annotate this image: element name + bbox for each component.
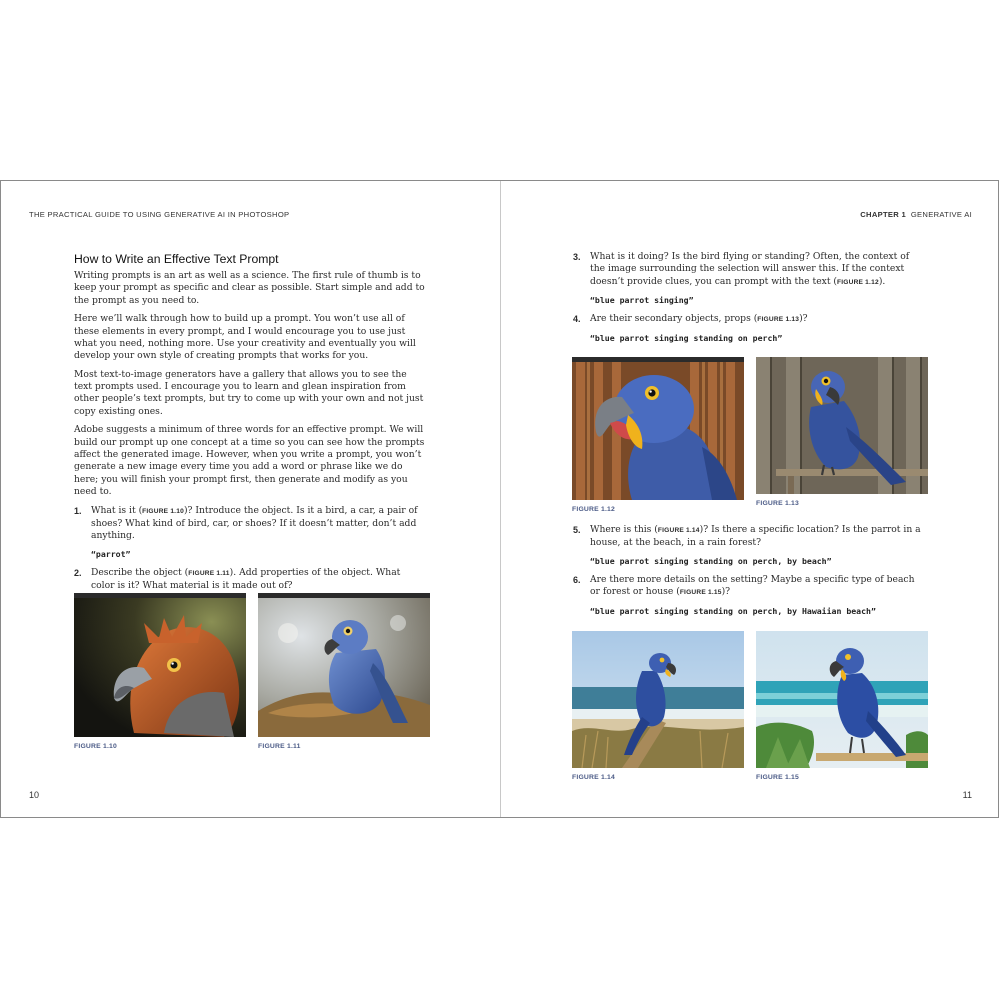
left-body bbox=[74, 270, 426, 617]
paragraph: Writing prompts is an art as well as a science. The first rule of thumb is to keep your prompt as specific and clear as possible. Start simple and add to the prompt as you need to. bbox=[74, 270, 425, 306]
list-item: 3. What is it doing? Is the bird flying or standing? Often, the context of the image surrounding the selection will answer this. If the context doesn’t provide clues, you can prompt with the text (FIGURE 1.12). bbox=[573, 251, 910, 287]
figure-caption: FIGURE 1.11 bbox=[258, 743, 301, 750]
figure-image bbox=[572, 357, 744, 500]
running-head-left: THE PRACTICAL GUIDE TO USING GENERATIVE AI IN PHOTOSHOP bbox=[29, 210, 290, 219]
list-number: 1. bbox=[74, 505, 82, 516]
paragraph: Most text-to-image generators have a gallery that allows you to see the text prompts used. I encourage you to learn and glean inspiration from other people’s text prompts, but try to come up with your own and not just copy existing ones. bbox=[74, 368, 424, 417]
list-item: 6. Are there more details on the setting? Maybe a specific type of beach or forest or house (FIGURE 1.15)? bbox=[573, 574, 915, 598]
right-page bbox=[501, 181, 1000, 817]
list-item: 2. Describe the object (FIGURE 1.11). Add properties of the object. What color is it? What material is it made out of? bbox=[74, 566, 401, 592]
figure-reference: FIGURE 1.13 bbox=[757, 316, 800, 324]
figure-caption: FIGURE 1.15 bbox=[756, 774, 799, 781]
figure-image bbox=[572, 631, 744, 768]
list-item: 5. Where is this (FIGURE 1.14)? Is there a specific location? Is the parrot in a house, at the beach, in a rain forest? bbox=[573, 524, 921, 549]
right-body-bottom bbox=[573, 524, 927, 624]
figure-caption: FIGURE 1.12 bbox=[572, 506, 615, 513]
prompt-code: “blue parrot singing” bbox=[590, 295, 694, 306]
running-head-right bbox=[860, 210, 972, 219]
book-spread bbox=[0, 180, 999, 818]
prompt-code: “parrot” bbox=[91, 549, 131, 560]
prompt-code: “blue parrot singing standing on perch, by Hawaiian beach” bbox=[590, 606, 876, 617]
section-heading: How to Write an Effective Text Prompt bbox=[74, 252, 279, 266]
chapter-label: CHAPTER 1 bbox=[860, 210, 907, 219]
page-number: 10 bbox=[29, 790, 40, 800]
prompt-code: “blue parrot singing standing on perch” bbox=[590, 333, 783, 344]
figure-reference: FIGURE 1.14 bbox=[657, 527, 700, 534]
figure-image bbox=[756, 357, 928, 494]
list-number: 2. bbox=[74, 567, 82, 578]
list-number: 6. bbox=[573, 575, 581, 586]
figure-reference: FIGURE 1.12 bbox=[837, 278, 879, 286]
paragraph: Adobe suggests a minimum of three words for an effective prompt. We will build our prompt up one concept at a time so you can see how the prompts affect the generated image. However, when you write a prompt, you won’t generate a new image every time you add a word or phrase like we do here; you will finish your prompt first, then generate and modify as you need to. bbox=[74, 424, 425, 497]
right-body-top bbox=[573, 251, 927, 351]
figure-reference: FIGURE 1.15 bbox=[679, 589, 722, 597]
figure-caption: FIGURE 1.13 bbox=[756, 500, 799, 507]
list-item: 1. What is it (FIGURE 1.10)? Introduce the object. Is it a bird, a car, a pair of shoes? What kind of bird, car, or shoes? If it doesn’t matter, don’t add anything. bbox=[74, 504, 418, 542]
figure-image bbox=[756, 631, 928, 768]
list-item: 4. Are their secondary objects, props (FIGURE 1.13)? bbox=[573, 313, 808, 325]
list-number: 5. bbox=[573, 525, 581, 535]
figure-image bbox=[258, 593, 430, 737]
list-number: 4. bbox=[573, 314, 581, 325]
chapter-title: GENERATIVE AI bbox=[910, 210, 972, 219]
figure-reference: FIGURE 1.11 bbox=[188, 569, 230, 577]
figure-caption: FIGURE 1.10 bbox=[74, 743, 117, 750]
paragraph: Here we’ll walk through how to build up a prompt. You won’t use all of these elements in every prompt, and I would encourage you to use just what you need, nothing more. Use your creativity and eventually you will develop your own style of creating prompts that works for you. bbox=[74, 313, 416, 362]
left-page bbox=[1, 181, 500, 817]
page-number: 11 bbox=[962, 790, 972, 800]
prompt-code: “blue parrot singing standing on perch, by beach” bbox=[590, 556, 832, 567]
list-number: 3. bbox=[573, 252, 581, 262]
figure-reference: FIGURE 1.10 bbox=[142, 507, 184, 515]
figure-caption: FIGURE 1.14 bbox=[572, 774, 615, 781]
figure-image bbox=[74, 593, 246, 737]
